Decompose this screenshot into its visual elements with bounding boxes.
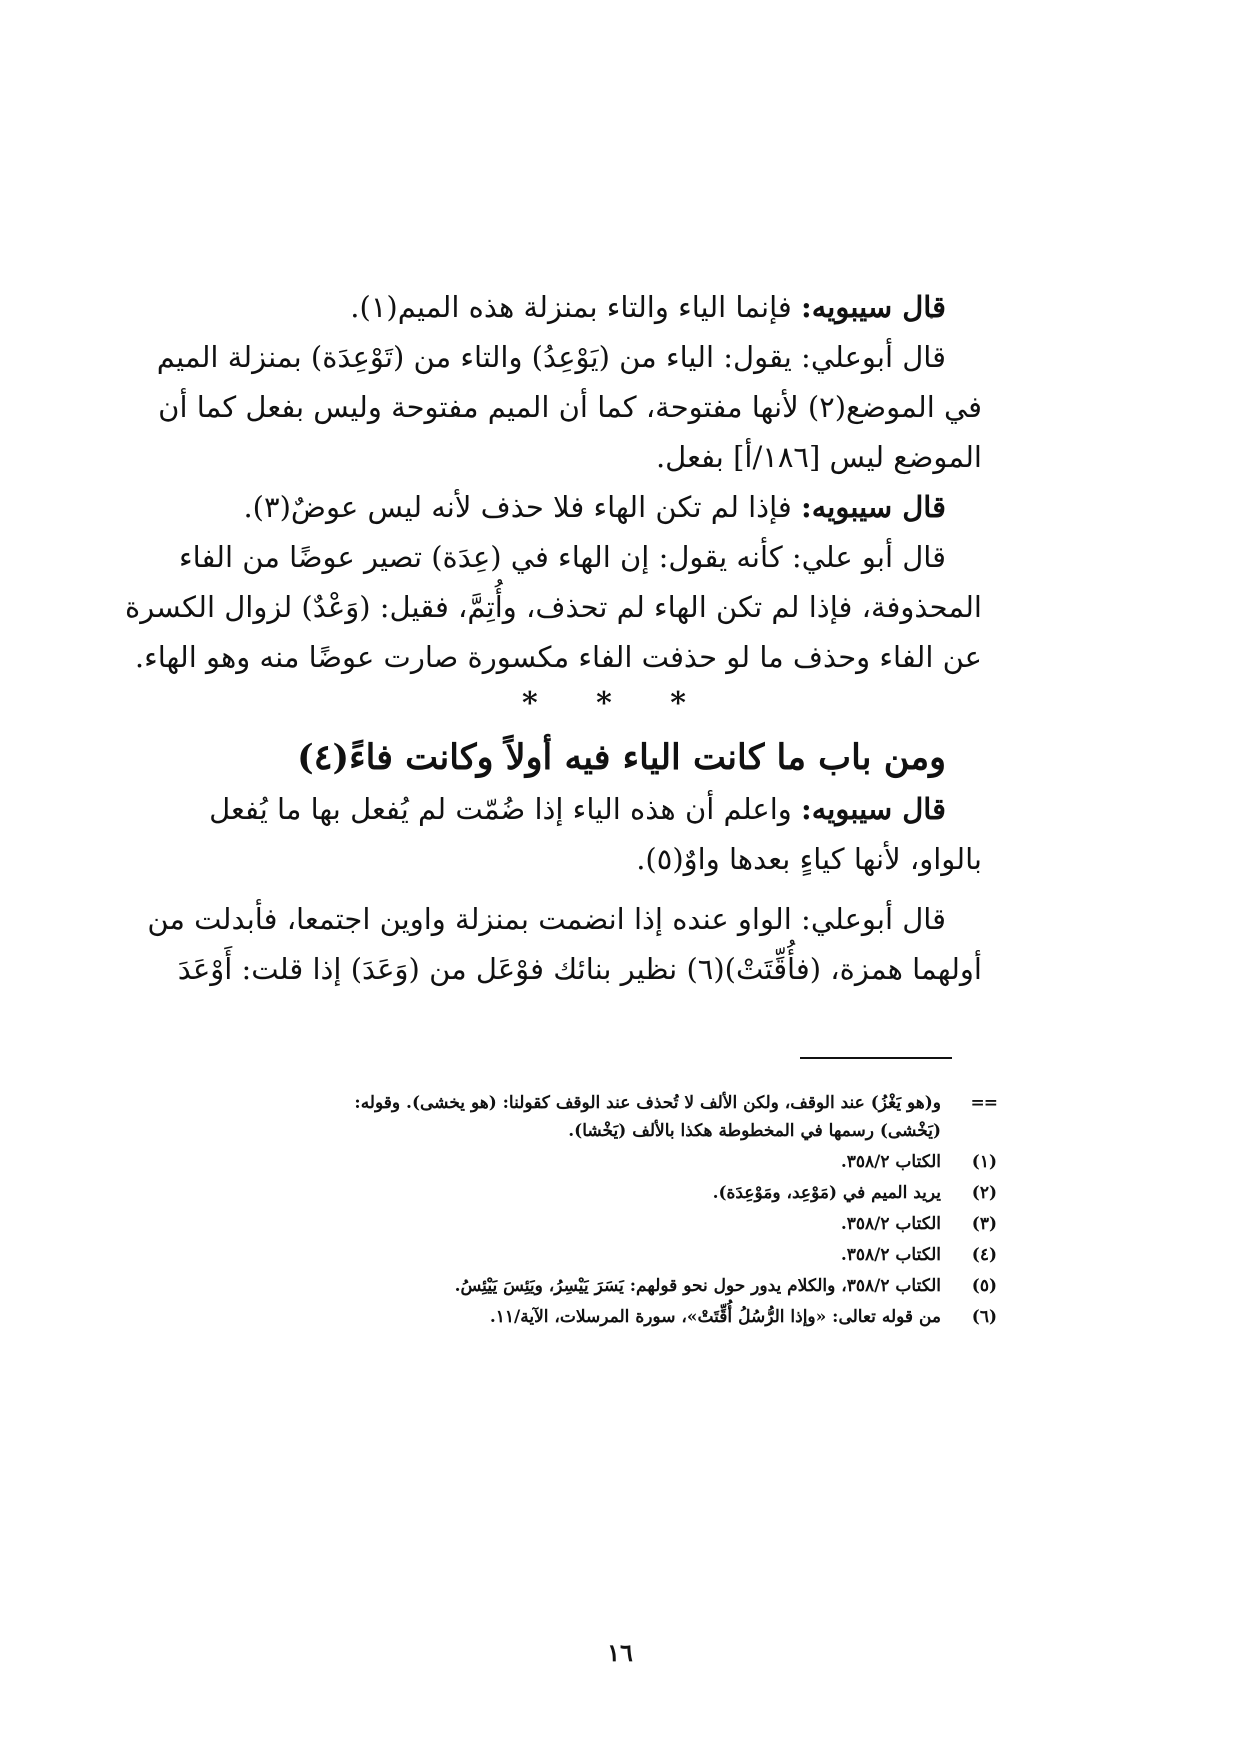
footnote-number: (٣) — [971, 1214, 997, 1234]
footnote-continuation — [197, 1120, 997, 1151]
footnotes — [197, 1092, 997, 1337]
main-text — [125, 290, 982, 1004]
line-text: المحذوفة، فإذا لم تكن الهاء لم تحذف، وأُتِمَّ، فقيل: (وَعْدٌ) لزوال الكسرة — [125, 590, 982, 624]
line-text: قال أبوعلي: الواو عنده إذا انضمت بمنزلة واوين اجتمعا، فأبدلت من — [147, 902, 946, 936]
line-text: فإذا لم تكن الهاء فلا حذف لأنه ليس عوضٌ(٣). — [243, 490, 802, 524]
text-line — [156, 340, 982, 392]
footnote-number: (٦) — [971, 1307, 997, 1327]
speaker-label: قال سيبويه: — [801, 792, 946, 826]
section-heading: ومن باب ما كانت الياء فيه أولاً وكانت فاءً(٤) — [297, 737, 946, 778]
line-text: في الموضع(٢) لأنها مفتوحة، كما أن الميم مفتوحة وليس بفعل كما أن — [158, 390, 982, 424]
line-text: قال أبوعلي: يقول: الياء من (يَوْعِدُ) والتاء من (تَوْعِدَة) بمنزلة الميم — [156, 340, 946, 374]
line-text: عن الفاء وحذف ما لو حذفت الفاء مكسورة صارت عوضًا منه وهو الهاء. — [134, 640, 982, 674]
text-line — [243, 490, 982, 542]
text-line — [158, 390, 982, 442]
page-number: ١٦ — [607, 1638, 633, 1667]
footnote-text: و(هو يَغْزُ) عند الوقف، ولكن الألف لا تُحذف عند الوقف كقولنا: (هو يخشى). وقوله: — [354, 1093, 941, 1113]
text-line — [125, 590, 982, 642]
line-text: الموضع ليس [١٨٦/أ] بفعل. — [655, 440, 982, 474]
speaker-label: قال سيبويه: — [801, 290, 946, 324]
footnote-text: الكتاب ٣٥٨/٢. — [840, 1245, 941, 1265]
footnote-text: الكتاب ٣٥٨/٢، والكلام يدور حول نحو قولهم: يَسَرَ يَيْسِرُ، ويَئِسَ يَيْئِسُ. — [454, 1276, 941, 1296]
line-text: أولهما همزة، (فأُقِّتَتْ)(٦) نظير بنائك فوْعَل من (وَعَدَ) إذا قلت: أَوْعَدَ — [177, 952, 982, 986]
footnote-text: (يَخْشى) رسمها في المخطوطة هكذا بالألف (يَخْشا). — [568, 1121, 941, 1141]
footnote-divider — [800, 1057, 952, 1059]
continuation-marker: == — [970, 1093, 997, 1113]
footnote-text: من قوله تعالى: «وإذا الرُّسُلُ أُقِّتَتْ»، سورة المرسلات، الآية/١١. — [489, 1307, 941, 1327]
speaker-label: قال سيبويه: — [801, 490, 946, 524]
text-line — [250, 844, 982, 894]
line-text: فإنما الياء والتاء بمنزلة هذه الميم(١). — [350, 290, 802, 324]
footnote-number: (٢) — [971, 1183, 997, 1203]
text-line — [250, 442, 982, 492]
footnote-continuation — [197, 1092, 997, 1120]
text-line — [177, 952, 982, 1004]
section-separator: * * * — [522, 686, 710, 721]
text-line — [209, 792, 982, 844]
footnote-item — [197, 1151, 997, 1182]
line-text: بالواو، لأنها كياءٍ بعدها واوٌ(٥). — [636, 842, 982, 876]
footnote-item — [197, 1244, 997, 1275]
footnote-item — [197, 1306, 997, 1337]
line-text: واعلم أن هذه الياء إذا ضُمّت لم يُفعل بها ما يُفعل — [209, 792, 802, 826]
text-line — [250, 292, 982, 342]
line-text: قال أبو علي: كأنه يقول: إن الهاء في (عِدَة) تصير عوضًا من الفاء — [179, 540, 946, 574]
footnote-item — [197, 1213, 997, 1244]
footnote-number: (٥) — [971, 1276, 997, 1296]
footnote-item — [197, 1182, 997, 1213]
footnote-item — [197, 1275, 997, 1306]
text-line — [147, 902, 982, 954]
footnote-number: (٤) — [971, 1245, 997, 1265]
footnote-text: الكتاب ٣٥٨/٢. — [840, 1152, 941, 1172]
footnote-number: (١) — [971, 1152, 997, 1172]
text-line — [179, 540, 982, 592]
footnote-text: يريد الميم في (مَوْعِد، ومَوْعِدَة). — [712, 1183, 941, 1203]
footnote-text: الكتاب ٣٥٨/٢. — [840, 1214, 941, 1234]
